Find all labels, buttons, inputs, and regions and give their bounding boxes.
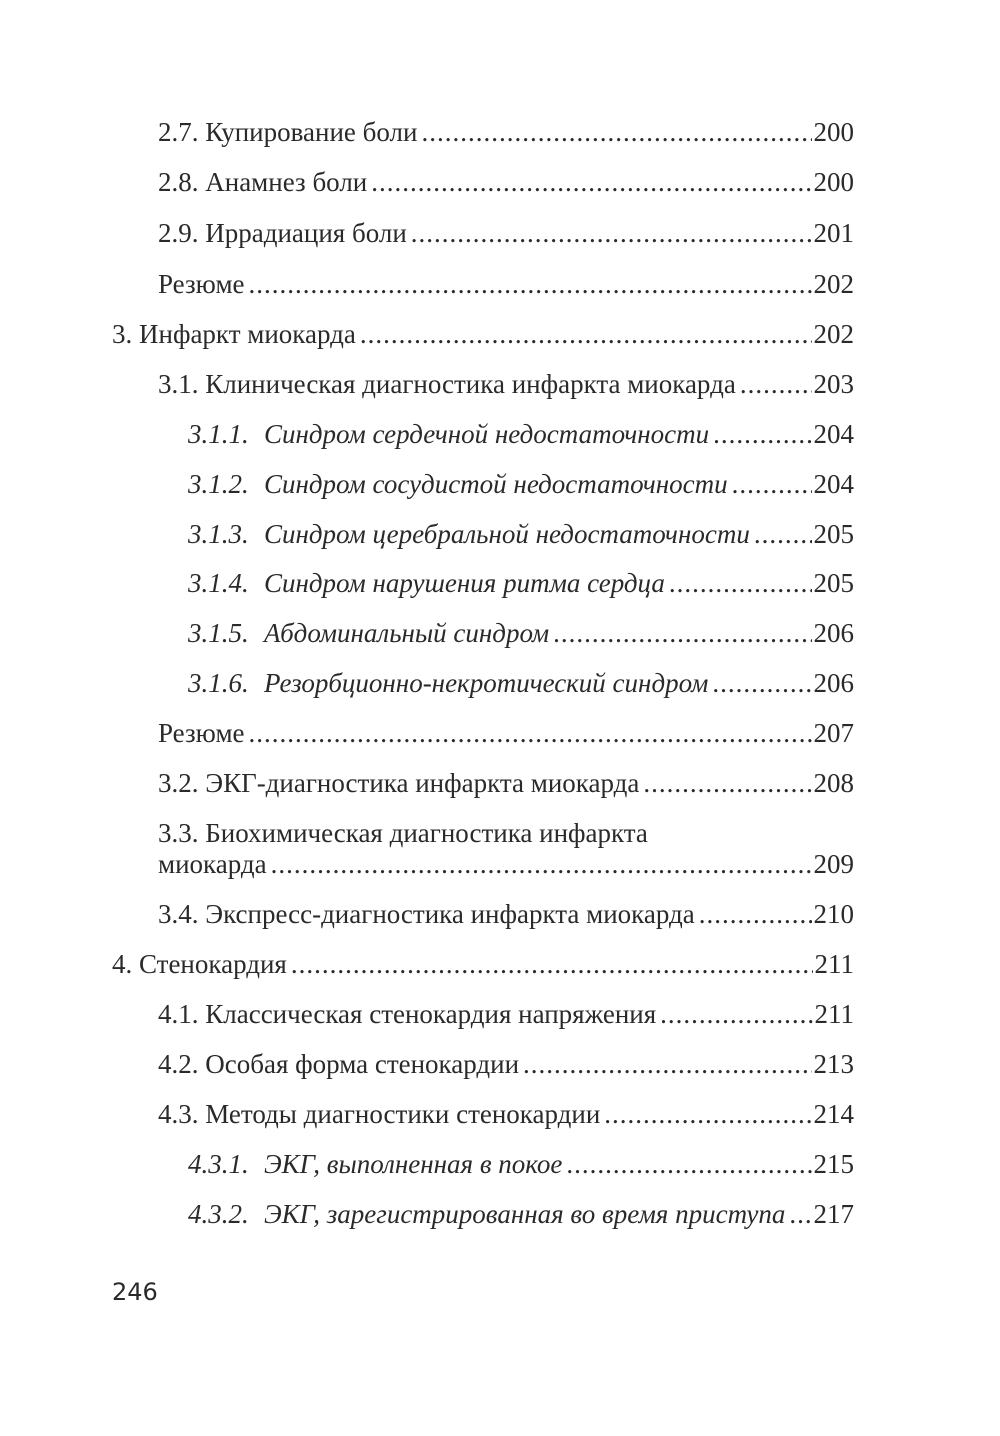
dot-leader [371,166,811,198]
toc-entry-title: Методы диагностики стенокардии [205,1099,601,1129]
toc-entry-number: 3.1.4. [188,568,249,598]
dot-leader [523,1048,811,1080]
dot-leader [669,567,812,599]
dot-leader [713,418,811,450]
toc-entry [158,1098,854,1130]
toc-entry-title: ЭКГ, выполненная в покое [264,1149,563,1179]
dot-leader [699,898,812,930]
toc-entry [188,418,854,450]
toc-entry [158,368,854,400]
toc-entry-title: Анамнез боли [205,167,368,197]
dot-leader [643,767,811,799]
toc-entry-number: 3.4. [158,899,199,929]
toc-entry [158,268,854,300]
toc-entry-number: 3.1. [158,369,199,399]
dot-leader [712,667,811,699]
toc-entry [158,717,854,749]
toc-entry-page: 213 [813,1049,854,1079]
toc-entry-title-line1: 3.3. Биохимическая диагностика инфаркта [158,818,648,848]
toc-entry [158,166,854,198]
toc-entry-title: Резорбционно-некротический синдром [264,668,709,698]
toc-entry [158,217,854,249]
toc-entry [158,848,854,880]
toc-entry [188,468,854,500]
toc-entry-number: 4.1. [158,999,199,1029]
dot-leader [249,268,812,300]
toc-entry-page: 211 [814,949,854,979]
toc-entry-number: 3.1.5. [188,618,249,648]
toc-entry [158,1048,854,1080]
toc-entry [188,1198,854,1230]
toc-entry [112,948,854,980]
toc-entry-title: ЭКГ-диагностика инфаркта миокарда [205,768,640,798]
page-number: 246 [112,1278,158,1306]
dot-leader [421,116,811,148]
dot-leader [291,948,813,980]
toc-entry-page: 208 [813,768,854,798]
toc-entry-page: 217 [813,1199,854,1229]
toc-entry [188,567,854,599]
toc-entry-title: Экспресс-диагностика инфаркта миокарда [205,899,695,929]
toc-entry [112,318,854,350]
toc-entry [158,116,854,148]
toc-entry-page: 206 [813,618,854,648]
toc-entry-number: 3.2. [158,768,199,798]
dot-leader [553,617,811,649]
toc-entry-title: Классическая стенокардия напряжения [205,999,657,1029]
toc-entry-title: Синдром церебральной недостаточности [264,519,750,549]
toc-entry [188,667,854,699]
dot-leader [660,998,812,1030]
toc-entry-page: 210 [813,899,854,929]
dot-leader [754,518,812,550]
toc-entry-page: 202 [813,319,854,349]
toc-entry-number: 3.1.3. [188,519,249,549]
toc-entry-number: 3.1.6. [188,668,249,698]
toc-entry-number: 4. [112,949,133,979]
dot-leader [271,848,812,880]
toc-entry-title: Синдром нарушения ритма сердца [264,568,665,598]
dot-leader [604,1098,811,1130]
toc-entry-number: 3.1.1. [188,419,249,449]
toc-entry [188,1148,854,1180]
dot-leader [732,468,812,500]
toc-entry-number: 4.2. [158,1049,199,1079]
toc-entry-title: ЭКГ, зарегистрированная во время приступа [264,1199,786,1229]
toc-entry [158,898,854,930]
toc-entry-title: Синдром сердечной недостаточности [264,419,710,449]
toc-entry-number: 4.3.2. [188,1199,249,1229]
toc-entry-number: 2.7. [158,117,199,147]
toc-entry-title: Иррадиация боли [205,218,407,248]
dot-leader [789,1198,811,1230]
toc-entry-title: Стенокардия [139,949,287,979]
toc-entry-page: 206 [813,668,854,698]
toc-entry-page: 200 [813,167,854,197]
toc-entry-page: 209 [813,849,854,879]
toc-entry-page: 205 [813,568,854,598]
toc-entry-page: 207 [813,718,854,748]
dot-leader [411,217,812,249]
toc-entry-page: 203 [813,369,854,399]
toc-entry-page: 204 [813,469,854,499]
toc-entry-page: 202 [813,269,854,299]
toc-entry-title: Купирование боли [205,117,418,147]
dot-leader [360,318,812,350]
toc-entry-number: 4.3.1. [188,1149,249,1179]
toc-entry-title: Синдром сосудистой недостаточности [264,469,728,499]
toc-entry-title: Инфаркт миокарда [139,319,356,349]
toc-entry-title-line2: миокарда [158,849,267,879]
toc-entry-number: 3. [112,319,133,349]
dot-leader [249,717,812,749]
toc-entry-title: Абдоминальный синдром [264,618,550,648]
toc-entry-title: Резюме [158,718,245,748]
toc-entry-page: 201 [813,218,854,248]
toc-entry-page: 215 [813,1149,854,1179]
toc-entry-page: 211 [814,999,854,1029]
toc-entry-number: 2.9. [158,218,199,248]
toc-entry-page: 205 [813,519,854,549]
toc-entry-title: Резюме [158,269,245,299]
dot-leader [566,1148,811,1180]
toc-entry [158,998,854,1030]
toc-entry-title: Особая форма стенокардии [205,1049,520,1079]
toc-entry-page: 214 [813,1099,854,1129]
toc-entry [188,518,854,550]
toc-entry-page: 200 [813,117,854,147]
toc-entry-number: 3.1.2. [188,469,249,499]
dot-leader [740,368,812,400]
toc-entry-number: 4.3. [158,1099,199,1129]
toc-entry [188,617,854,649]
toc-entry-page: 204 [813,419,854,449]
toc-entry [158,767,854,799]
toc-entry-title: Клиническая диагностика инфаркта миокарда [205,369,736,399]
toc-entry-number: 2.8. [158,167,199,197]
